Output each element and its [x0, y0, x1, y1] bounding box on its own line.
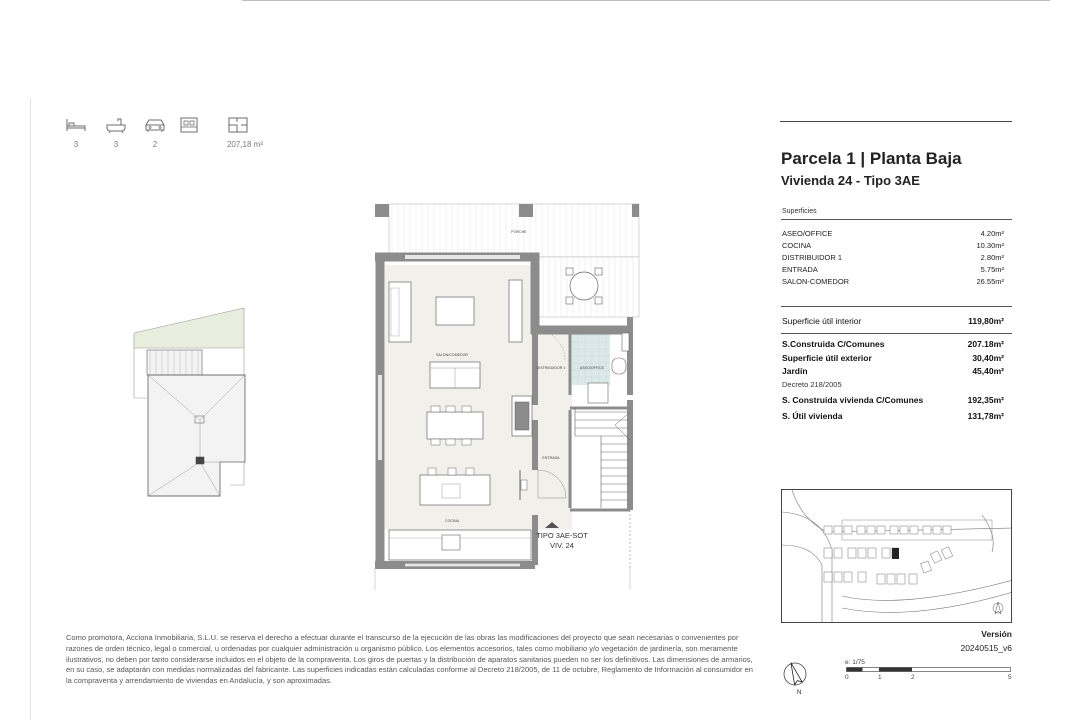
room-area-list: [782, 228, 1004, 288]
parking-count: 2: [152, 140, 158, 149]
panel-top-rule: [780, 121, 1012, 122]
version-label: Versión: [981, 629, 1012, 639]
room-area: 4.20m²: [980, 229, 1004, 238]
unit-type-label: [532, 531, 592, 551]
jardin-value: 45,40m²: [972, 366, 1004, 376]
room-name: ASEO/OFFICE: [782, 229, 833, 238]
util-exterior-label: Superficie útil exterior: [782, 353, 872, 363]
construida-vivienda-value: 192,35m²: [967, 395, 1004, 405]
scale-bar: [846, 667, 1011, 673]
construida-label: S.Construida C/Comunes: [782, 339, 885, 349]
plan-title: Parcela 1 | Planta Baja: [781, 149, 962, 168]
key-plan: [781, 489, 1012, 623]
superficies-label: Superficies: [782, 208, 817, 215]
construida-value: 207.18m²: [967, 339, 1004, 349]
aseo-label: ASEO/OFFICE: [579, 366, 605, 370]
room-name: ENTRADA: [782, 265, 818, 274]
construida-row: [782, 339, 1004, 349]
util-exterior-value: 30,40m²: [972, 353, 1004, 363]
room-area: 10.30m²: [976, 241, 1004, 250]
construida-vivienda-label: S. Construida vivienda C/Comunes: [782, 395, 924, 405]
superficies-rule: [781, 219, 1012, 220]
room-row: [782, 276, 1004, 288]
scale-tick: 1: [878, 674, 882, 681]
room-area: 5.75m²: [980, 265, 1004, 274]
legal-disclaimer: Como promotora, Acciona Inmobiliaria, S.L.U. se reserva el derecho a efectuar durante el transcurso de la ejecución de las obras las modificaciones del proyecto que sean necesarias o convenientes por razones de orden técnico, legal o comercial, u ordenadas por cualquier administración u organismo público. Los elementos accesorios, tales como mobiliario y/o vegetación de jardinería, son meramente ilustrativos, no deben por tanto considerarse incluidos en el objeto de la compraventa. Los giros de puertas y la distribución de aparatos sanitarios pueden no ser los definitivos. Las dimensiones de armarios, en su caso, se adaptarán con medidas normalizadas del fabricante. Las superficies indicadas están calculadas conforme al Decreto 218/2005, de 11 de octubre, Reglamento de Información al consumidor en la compraventa y arrendamiento de viviendas en Andalucía, y son aproximadas.: [66, 633, 753, 686]
room-area: 2.80m²: [980, 253, 1004, 262]
util-interior-value: 119,80m²: [968, 316, 1004, 326]
scale-tick: 0: [845, 674, 849, 681]
scale-ticks: [843, 674, 1018, 684]
room-name: SALON-COMEDOR: [782, 277, 850, 286]
site-roof-plan: [134, 308, 245, 496]
svg-text:N: N: [797, 690, 802, 695]
summary-rule: [781, 333, 1012, 334]
north-arrow-icon: [782, 659, 808, 695]
main-floor-plan: [375, 204, 639, 590]
porch-label: PORCHE: [511, 230, 527, 234]
version-value: 20240515_v6: [960, 643, 1012, 653]
util-interior-row: [782, 316, 1004, 326]
salon-label: SALON/COMEDOR: [436, 353, 468, 357]
util-vivienda-value: 131,78m²: [967, 411, 1004, 421]
plan-subtitle: Vivienda 24 - Tipo 3AE: [781, 173, 920, 188]
total-area: 207,18 m²: [226, 140, 264, 149]
cocina-label: COCINA: [445, 519, 459, 523]
scale-label: e: 1/75: [845, 659, 865, 666]
bedrooms-count: 3: [73, 140, 79, 149]
util-interior-label: Superficie útil interior: [782, 316, 862, 326]
bathrooms-count: 3: [113, 140, 119, 149]
scale-tick: 2: [911, 674, 915, 681]
site-key-plan-drawing: [782, 490, 1012, 623]
util-vivienda-row: [782, 411, 1004, 421]
room-area: 26.55m²: [976, 277, 1004, 286]
util-vivienda-label: S. Útil vivienda: [782, 411, 843, 421]
room-row: [782, 264, 1004, 276]
scale-tick: 5: [1008, 674, 1012, 681]
decreto-note: Decreto 218/2005: [782, 380, 842, 389]
room-row: [782, 240, 1004, 252]
distribuidor-label: DISTRIBUIDOR 1: [536, 366, 566, 370]
unit-type-line2: VIV. 24: [550, 541, 574, 550]
room-name: DISTRIBUIDOR 1: [782, 253, 843, 262]
room-row: [782, 252, 1004, 264]
rooms-bottom-rule: [781, 306, 1012, 307]
jardin-row: [782, 366, 1004, 376]
room-name: COCINA: [782, 241, 812, 250]
room-row: [782, 228, 1004, 240]
util-exterior-row: [782, 353, 1004, 363]
entrada-label: ENTRADA: [542, 456, 560, 460]
jardin-label: Jardín: [782, 366, 808, 376]
construida-vivienda-row: [782, 395, 1004, 405]
unit-type-line1: TIPO 3AE-SOT: [536, 531, 588, 540]
